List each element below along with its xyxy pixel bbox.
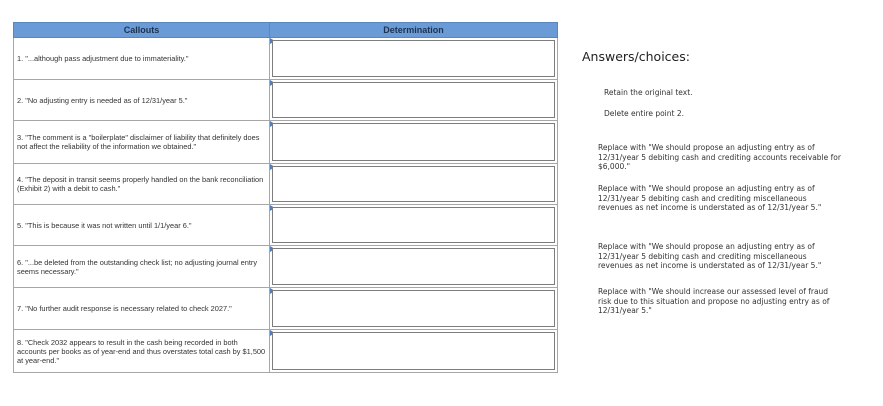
answer-choice[interactable]: Replace with "We should propose an adjusting entry as of 12/31/year 5 debiting cash and crediting accounts receivable for $6,000." [598,143,841,171]
callout-text: 8. "Check 2032 appears to result in the cash being recorded in both accounts per books as of year-end and thus overstates total cash by $1,500 at year-end." [14,330,270,373]
determination-dropzone[interactable] [272,332,555,370]
answer-choice[interactable]: Replace with "We should increase our assessed level of fraud risk due to this situation and propose no adjusting entry as of 12/31/year 5." [598,287,830,315]
determination-cell[interactable] [270,38,558,80]
callout-text: 2. "No adjusting entry is needed as of 12/31/year 5." [14,80,270,121]
determination-dropzone[interactable] [272,290,555,327]
answers-title: Answers/choices: [582,49,690,64]
determination-cell[interactable] [270,205,558,246]
answer-choice[interactable]: Replace with "We should propose an adjusting entry as of 12/31/year 5 debiting cash and crediting miscellaneous revenues as net income is understated as of 12/31/year 5." [598,242,822,270]
callouts-table [13,22,558,373]
table-row [14,330,558,373]
determination-header: Determination [270,23,558,38]
table-row [14,205,558,246]
callout-text: 3. "The comment is a "boilerplate" disclaimer of liability that definitely does not affect the reliability of the information we obtained." [14,121,270,164]
callouts-header: Callouts [14,23,270,38]
determination-cell[interactable] [270,80,558,121]
callout-text: 6. "...be deleted from the outstanding check list; no adjusting journal entry seems necessary." [14,246,270,288]
table-row [14,246,558,288]
callout-text: 4. "The deposit in transit seems properly handled on the bank reconciliation (Exhibit 2) with a debit to cash." [14,164,270,205]
callout-text: 7. "No further audit response is necessary related to check 2027." [14,288,270,330]
table-row [14,164,558,205]
determination-dropzone[interactable] [272,40,555,77]
answer-choice[interactable]: Delete entire point 2. [604,109,685,118]
callout-text: 1. "...although pass adjustment due to immateriality." [14,38,270,80]
determination-cell[interactable] [270,330,558,373]
determination-cell[interactable] [270,121,558,164]
table-header-row [14,23,558,38]
table-row [14,288,558,330]
determination-dropzone[interactable] [272,123,555,161]
determination-dropzone[interactable] [272,248,555,285]
determination-cell[interactable] [270,246,558,288]
determination-cell[interactable] [270,164,558,205]
answer-choice[interactable]: Replace with "We should propose an adjusting entry as of 12/31/year 5 debiting cash and crediting miscellaneous revenues as net income is understated as of 12/31/year 5." [598,184,822,212]
table-row [14,38,558,80]
determination-dropzone[interactable] [272,82,555,118]
determination-cell[interactable] [270,288,558,330]
determination-dropzone[interactable] [272,207,555,243]
callout-text: 5. "This is because it was not written until 1/1/year 6." [14,205,270,246]
table-row [14,80,558,121]
table-row [14,121,558,164]
determination-dropzone[interactable] [272,166,555,202]
answer-choice[interactable]: Retain the original text. [604,88,693,97]
